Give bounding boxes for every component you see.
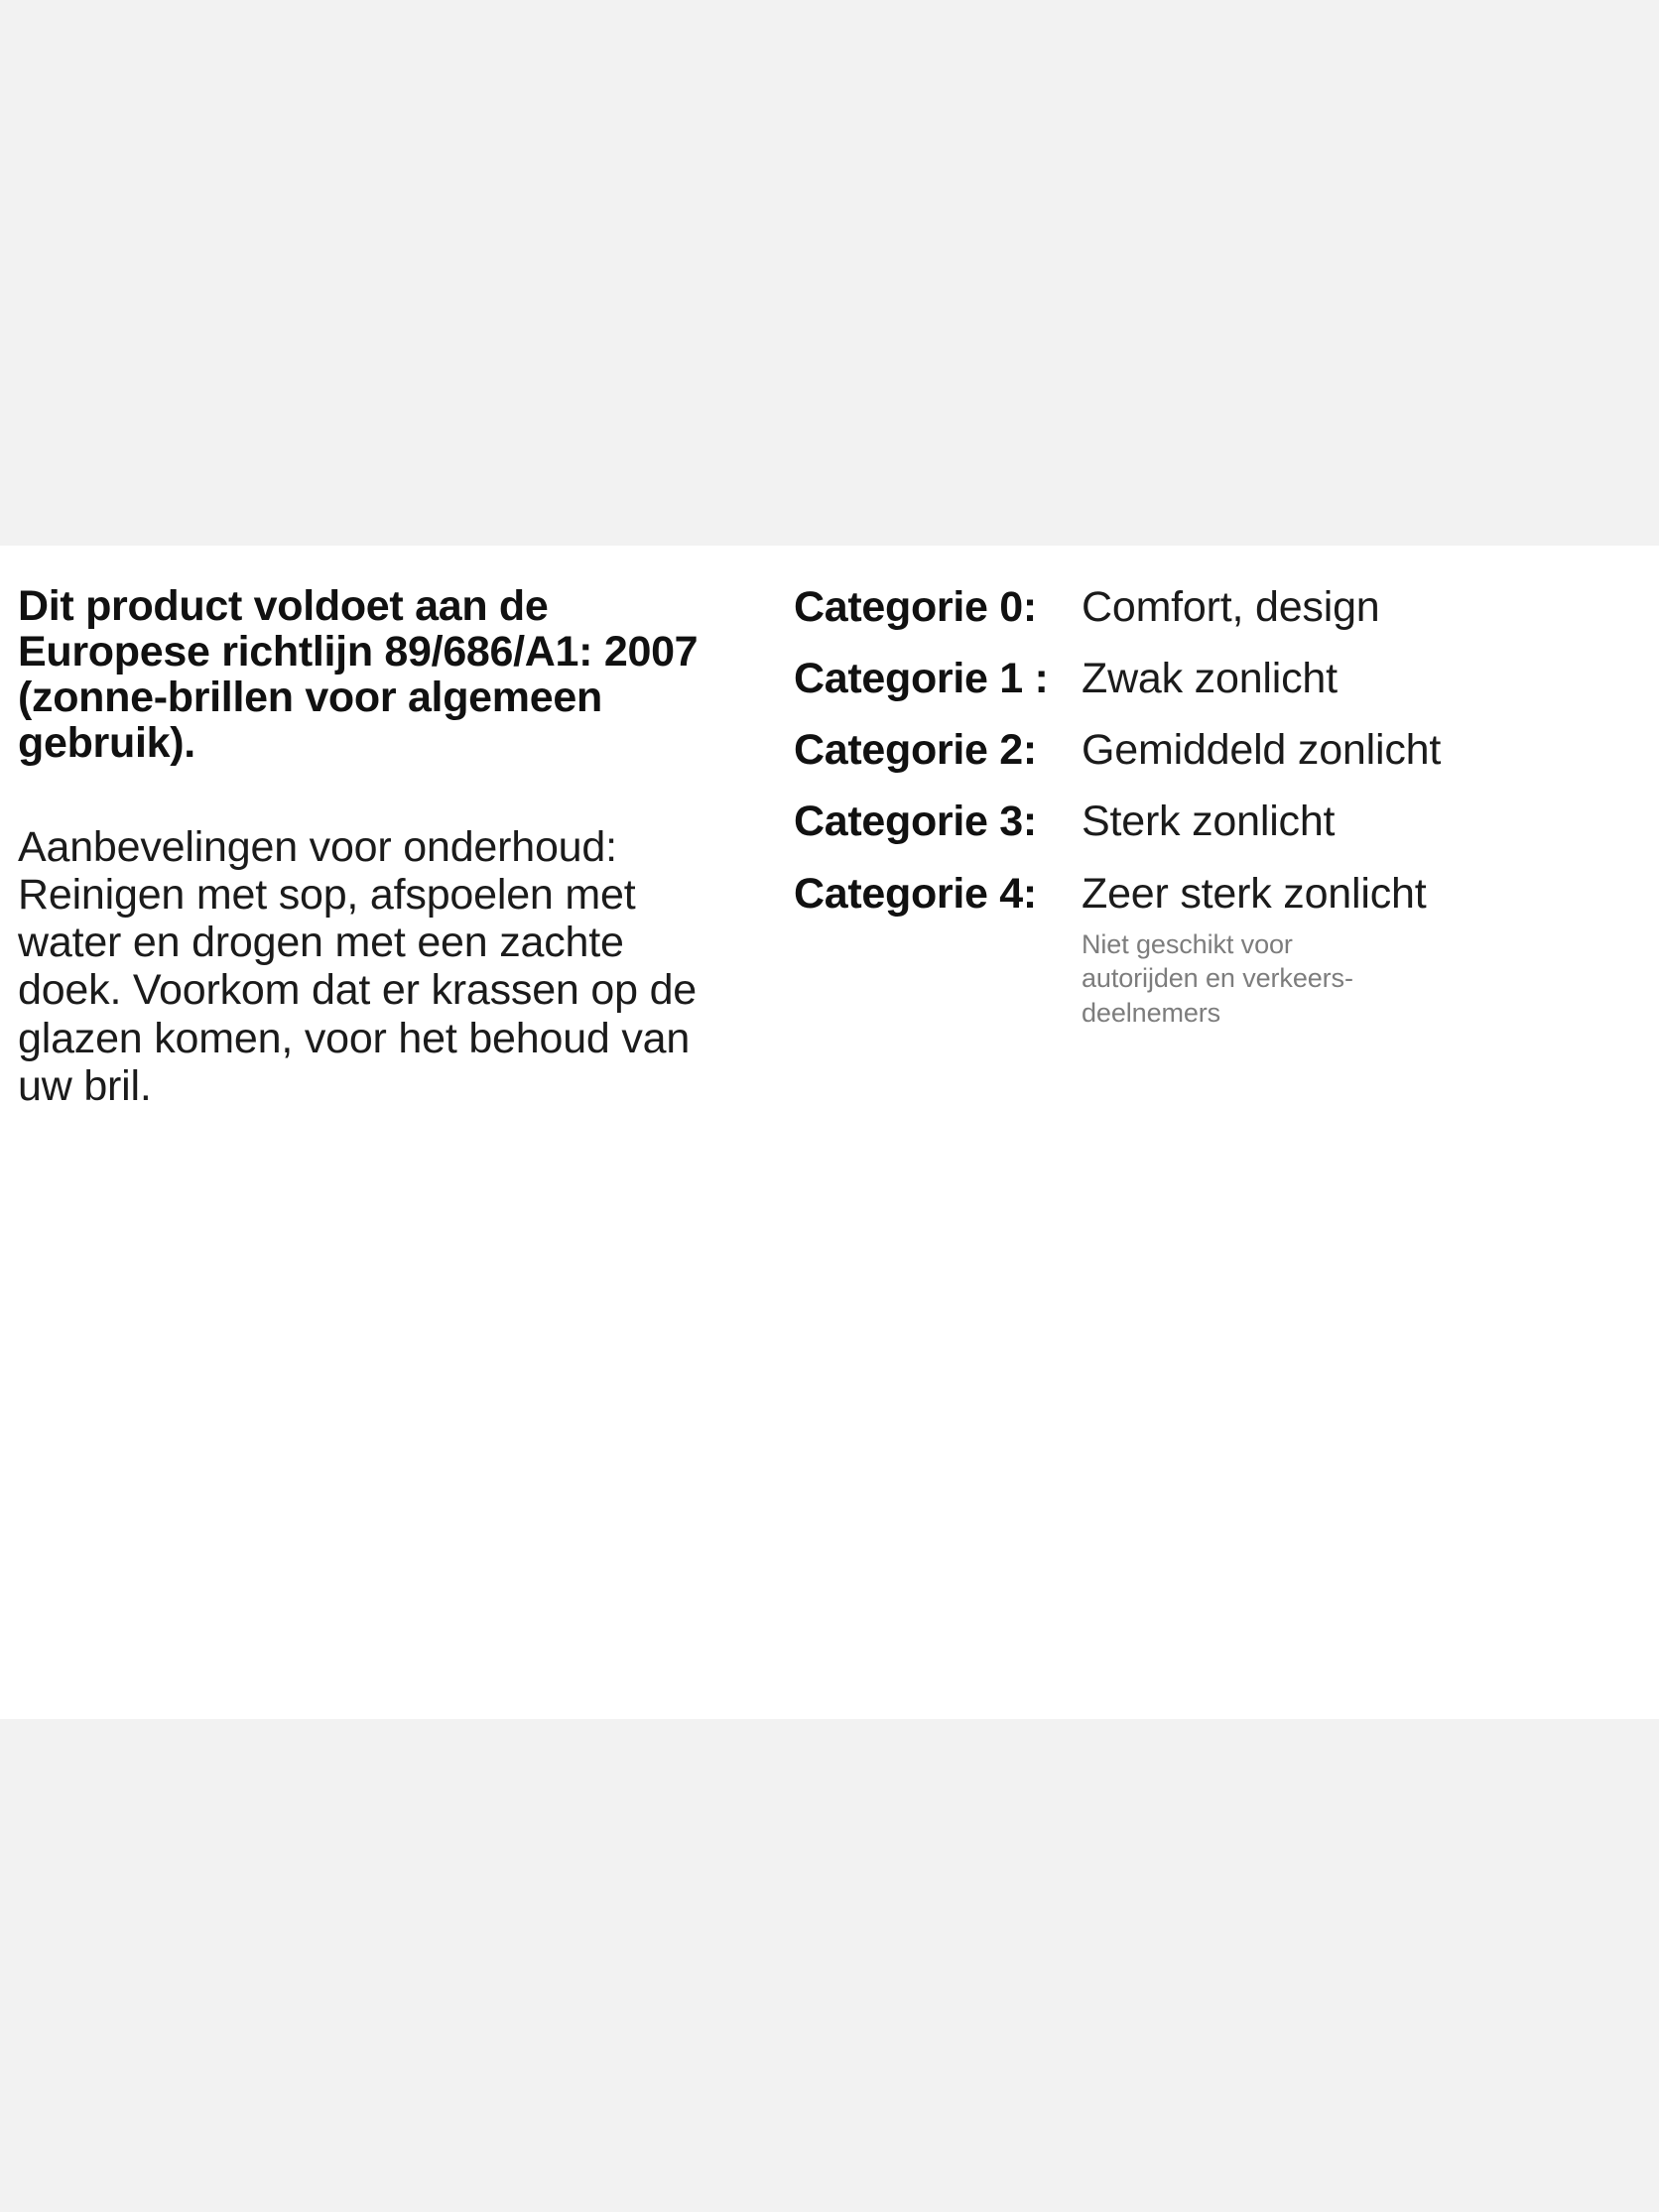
left-column [0, 546, 794, 1110]
right-column [794, 546, 1659, 1053]
compliance-statement: Dit product voldoet aan de Europese richtlijn 89/686/A1: 2007 (zonne-brillen voor algemeen gebruik). [18, 582, 699, 767]
category-value: Zwak zonlicht [1082, 655, 1338, 703]
list-item [794, 870, 1619, 1031]
category-value: Comfort, design [1082, 583, 1380, 631]
category-value: Sterk zonlicht [1082, 798, 1336, 846]
category-value: Gemiddeld zonlicht [1082, 726, 1442, 775]
category-value: Zeer sterk zonlicht [1082, 869, 1427, 918]
category-label: Categorie 0: [794, 583, 1037, 631]
care-instructions: Aanbevelingen voor onderhoud: Reinigen met sop, afspoelen met water en drogen met een zachte doek. Voorkom dat er krassen op de glazen komen, voor het behoud van uw bril. [18, 823, 697, 1110]
category-list [794, 583, 1619, 1030]
list-item [794, 798, 1619, 845]
category-label: Categorie 3: [794, 798, 1037, 846]
content-panel [0, 546, 1659, 1719]
list-item [794, 726, 1619, 774]
list-item [794, 583, 1619, 631]
category-label: Categorie 1 : [794, 655, 1049, 703]
category-note: Niet geschikt voor autorijden en verkeers-deelnemers [1082, 928, 1353, 1028]
category-label: Categorie 4: [794, 869, 1037, 918]
list-item [794, 655, 1619, 702]
category-label: Categorie 2: [794, 726, 1037, 775]
